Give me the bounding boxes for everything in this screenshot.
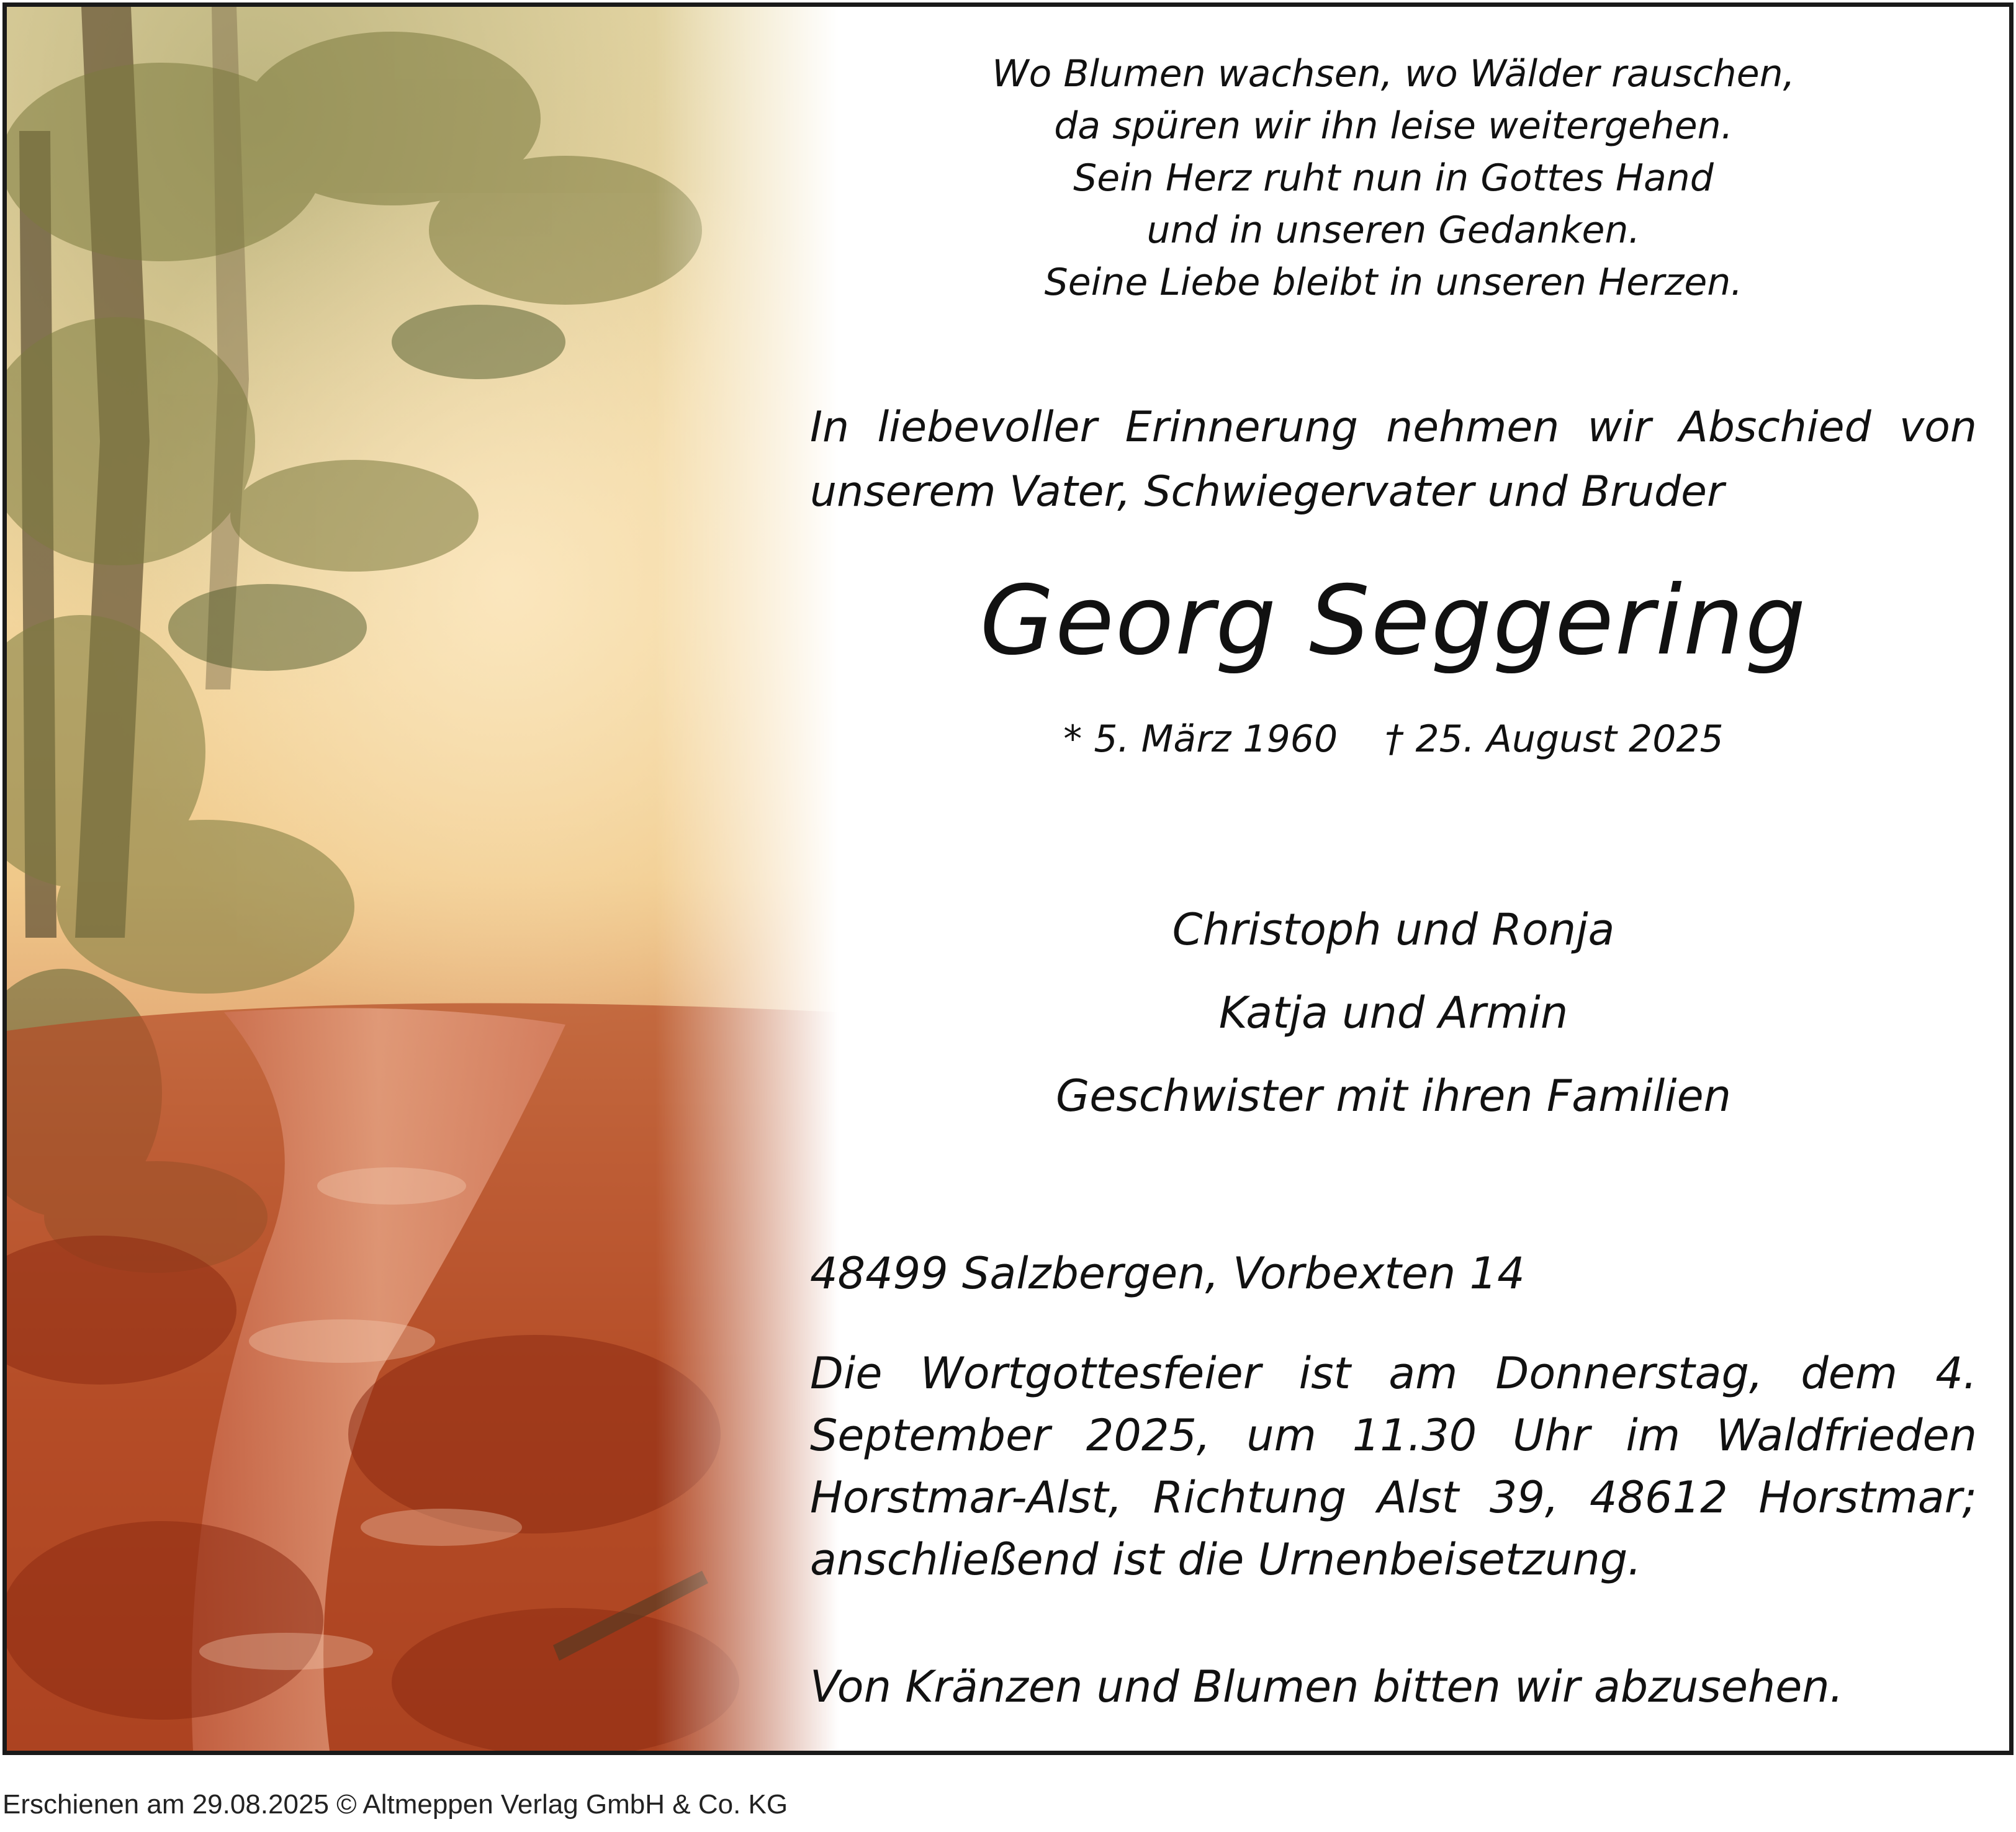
obituary-notice [2, 2, 2014, 1755]
service-details: Die Wortgottesfeier ist am Donnerstag, dem 4. September 2025, um 11.30 Uhr im Waldfrieden Horstmar-Alst, Richtung Alst 39, 48612 Horstmar; anschließend ist die Urnenbeisetzung. [810, 1348, 1977, 1585]
verse-line: Seine Liebe bleibt in unseren Herzen. [1044, 261, 1743, 304]
intro-line-1: In liebevoller Erinnerung nehmen wir Abschied von [810, 403, 1977, 452]
flower-wish: Von Kränzen und Blumen bitten wir abzusehen. [810, 1661, 1843, 1712]
verse-line: da spüren wir ihn leise weitergehen. [1054, 104, 1733, 148]
family-address: 48499 Salzbergen, Vorbexten 14 [810, 1248, 1525, 1299]
mourner-entry: Christoph und Ronja [1172, 904, 1615, 955]
intro-line-2: unserem Vater, Schwiegervater und Bruder [810, 467, 1724, 516]
notice-text [810, 7, 1977, 1751]
life-dates: * 5. März 1960 † 25. August 2025 [1063, 717, 1724, 761]
memorial-verse [810, 48, 1977, 308]
verse-line: und in unseren Gedanken. [1146, 209, 1640, 252]
publication-footer: Erschienen am 29.08.2025 © Altmeppen Verlag GmbH & Co. KG [2, 1789, 788, 1820]
autumn-forest-photo [7, 7, 839, 1751]
farewell-intro [810, 395, 1977, 524]
mourner-entry: Geschwister mit ihren Familien [1055, 1071, 1732, 1121]
mourners-list [810, 888, 1977, 1138]
verse-line: Wo Blumen wachsen, wo Wälder rauschen, [992, 52, 1795, 96]
verse-line: Sein Herz ruht nun in Gottes Hand [1073, 156, 1714, 200]
deceased-name: Georg Seggering [979, 565, 1807, 676]
mourner-entry: Katja und Armin [1218, 987, 1568, 1038]
